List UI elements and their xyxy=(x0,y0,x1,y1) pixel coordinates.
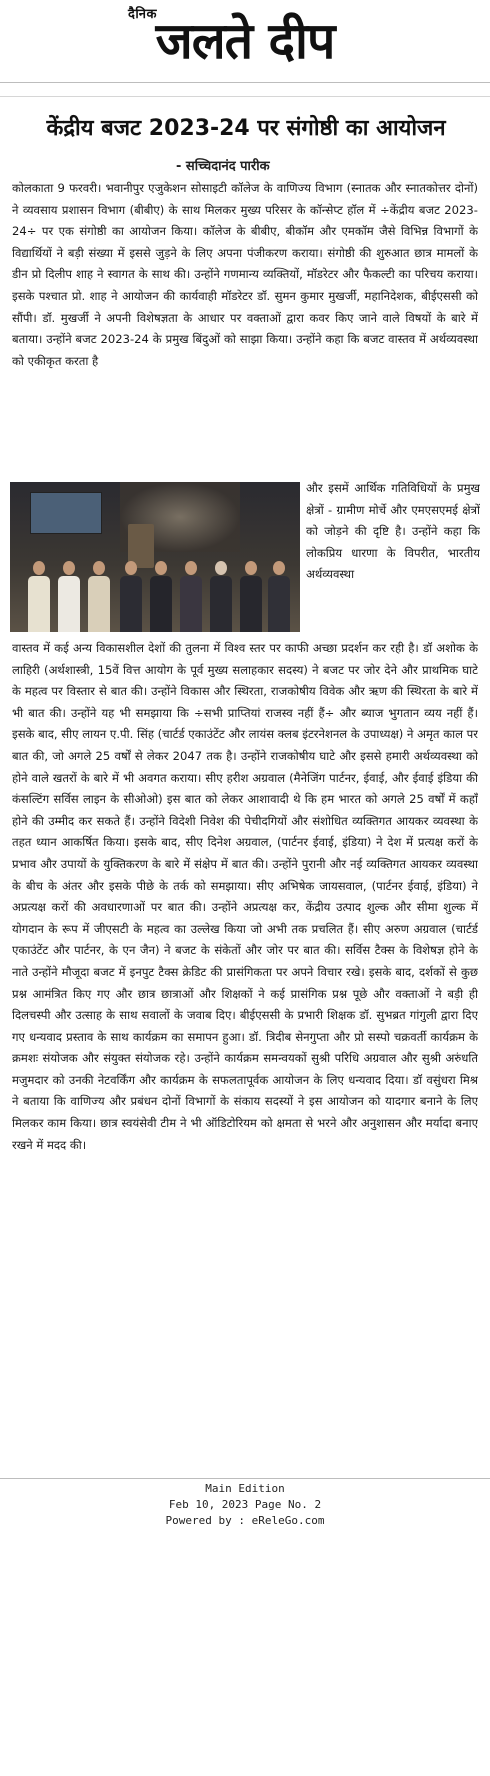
photo-person xyxy=(120,561,142,632)
photo-person xyxy=(88,561,110,632)
masthead-divider xyxy=(0,82,490,83)
masthead-title: जलते दीप xyxy=(155,12,335,70)
footer-date-page: Feb 10, 2023 Page No. 2 xyxy=(168,1498,322,1511)
masthead-tagline: दैनिक xyxy=(128,7,157,22)
article-paragraph-intro: कोलकाता 9 फरवरी। भवानीपुर एजुकेशन सोसाइटी कॉलेज के वाणिज्य विभाग (स्नातक और स्नातकोत्तर दोनों) ने व्यवसाय प्रशासन विभाग (बीबीए) के साथ मिलकर मुख्य परिसर के कॉन्सेप्ट हॉल में ÷केंद्रीय बजट 2023-24÷ पर एक संगोष्ठी का आयोजन किया। कॉलेज के बीबीए, बीकॉम और एमकॉम जैसे विभिन्न विभागों के विद्यार्थियों ने बड़ी संख्या में इससे जुड़ने के लिए अपना पंजीकरण कराया। संगोष्ठी की शुरुआत छात्र मामलों के डीन प्रो दिलीप शाह ने स्वागत के साथ की। उन्होंने गणमान्य व्यक्तियों, मॉडरेटर और फैकल्टी का परिचय कराया। इसके पश्चात प्रो. शाह ने आयोजन की कार्यवाही मॉडरेटर डॉ. सुमन कुमार मुखर्जी, महानिदेशक, बीईएससी को सौंपी। डॉ. मुखर्जी ने अपनी विशेषज्ञता के आधार पर वक्ताओं द्वारा कवर किए जाने वाले विषयों के बारे में बताया। उन्होंने बजट 2023-24 के प्रमुख बिंदुओं को साझा किया। उन्होंने कहा कि बजट वास्तव में अर्थव्यवस्था को एकीकृत करता है xyxy=(12,181,478,368)
photo-person xyxy=(268,561,290,632)
footer-edition: Main Edition xyxy=(205,1482,285,1495)
footer-powered-by: Powered by : eReleGo.com xyxy=(165,1514,325,1527)
photo-person xyxy=(240,561,262,632)
photo-person xyxy=(180,561,202,632)
article-headline: केंद्रीय बजट 2023-24 पर संगोष्ठी का आयोजन xyxy=(46,116,446,141)
photo-person xyxy=(210,561,232,632)
article-paragraph-beside-photo: और इसमें आर्थिक गतिविधियों के प्रमुख क्षेत्रों - ग्रामीण मोर्चे और एमएसएमई क्षेत्रों को जोड़ने की दृष्टि है। उन्होंने कहा कि लोकप्रिय धारणा के विपरीत, भारतीय अर्थव्यवस्था xyxy=(306,481,480,582)
masthead-divider-lower xyxy=(0,96,490,97)
article-byline: - सच्चिदानंद पारीक xyxy=(176,159,270,174)
masthead xyxy=(0,0,490,98)
photo-projection-screen xyxy=(30,492,102,534)
page-footer xyxy=(0,1476,490,1532)
photo-person xyxy=(28,561,50,632)
photo-person xyxy=(58,561,80,632)
event-photo xyxy=(10,482,300,632)
photo-person xyxy=(150,561,172,632)
article-paragraph-body: वास्तव में कई अन्य विकासशील देशों की तुलना में विश्व स्तर पर काफी अच्छा प्रदर्शन कर रही है। डॉ अशोक के लाहिरी (अर्थशास्त्री, 15वें वित्त आयोग के पूर्व मुख्य सलाहकार सदस्य) ने बजट पर जोर देने और प्राथमिक घाटे के महत्व पर विस्तार से बात की। उन्होंने विकास और स्थिरता, राजकोषीय विवेक और ऋण की स्थिरता के बारे में भी बात की। उन्होंने यह भी समझाया कि ÷सभी प्राप्तियां राजस्व नहीं हैं÷ और ब्याज भुगतान व्यय नहीं हैं। इसके बाद, सीए लायन ए.पी. सिंह (चार्टर्ड एकाउंटेंट और लायंस क्लब इंटरनेशनल के उपाध्यक्ष) ने अमृत काल पर बात की, जो अगले 25 वर्षों से लेकर 2047 तक है। उन्होंने राजकोषीय घाटे और इससे हमारी अर्थव्यवस्था को होने वाले खतरों के बारे में भी अवगत कराया। सीए हरीश अग्रवाल (मैनेजिंग पार्टनर, ईवाई, और ईवाई इंडिया की कंसल्टिंग सर्विस लाइन के सीओओ) इस बात को लेकर आशावादी थे कि हम भारत को अगले 25 वर्षों में कहाँ होने की उम्मीद कर सकते हैं। उन्होंने विदेशी निवेश की पेचीदगियों और संशोधित व्यक्तिगत आयकर व्यवस्था के तहत ध्यान आकर्षित किया। इसके बाद, सीए दिनेश अग्रवाल, (पार्टनर ईवाई, इंडिया) ने देश में प्रत्यक्ष करों के प्रभाव और उपायों के युक्तिकरण के बारे में संक्षेप में बात की। उन्होंने पुरानी और नई व्यक्तिगत आयकर व्यवस्था के बीच के अंतर और इसके पीछे के तर्क को समझाया। सीए अभिषेक जायसवाल, (पार्टनर ईवाई, इंडिया) ने अप्रत्यक्ष करों की अवधारणाओं पर बात की। उन्होंने अप्रत्यक्ष कर, केंद्रीय उत्पाद शुल्क और सीमा शुल्क में योगदान के रूप में जीएसटी के महत्व का उल्लेख किया जो अभी तक प्रचलित हैं। सीए अरुण अग्रवाल (चार्टर्ड एकाउंटेंट और पार्टनर, के एन जैन) ने बजट के संकेतों और जोर पर बात की। सर्विस टैक्स के विशेषज्ञ होने के नाते उन्होंने मौजूदा बजट में इनपुट टैक्स क्रेडिट की प्रासंगिकता पर अपने विचार रखे। इसके बाद, दर्शकों से कुछ प्रश्न आमंत्रित किए गए और छात्र छात्राओं और शिक्षकों ने कई प्रासंगिक प्रश्न पूछे और वक्ताओं ने बड़ी ही दिलचस्पी और उत्साह के साथ सवालों के जवाब दिए। बीईएससी के प्रभारी शिक्षक डॉ. सुभब्रत गांगुली द्वारा दिए गए धन्यवाद प्रस्ताव के साथ कार्यक्रम का समापन हुआ। डॉ. त्रिदीब सेनगुप्ता और प्रो सस्पो चक्रवर्ती कार्यक्रम के क्रमशः संयोजक और संयुक्त संयोजक रहे। उन्होंने कार्यक्रम समन्वयकों सुश्री परिधि अग्रवाल और सुश्री अरुंधति मजुमदार को उनकी नेटवर्किंग और कार्यक्रम के सफलतापूर्वक आयोजन के लिए धन्यवाद दिया। डॉ वसुंधरा मिश्र ने बताया कि वाणिज्य और प्रबंधन दोनों विभागों के संकाय सदस्यों ने इस आयोजन को यादगार बनाने के लिए मिलकर काम किया। छात्र स्वयंसेवी टीम ने भी ऑडिटोरियम को क्षमता से भरने और अनुशासन और मर्यादा बनाए रखने में मदद की। xyxy=(12,641,478,1152)
